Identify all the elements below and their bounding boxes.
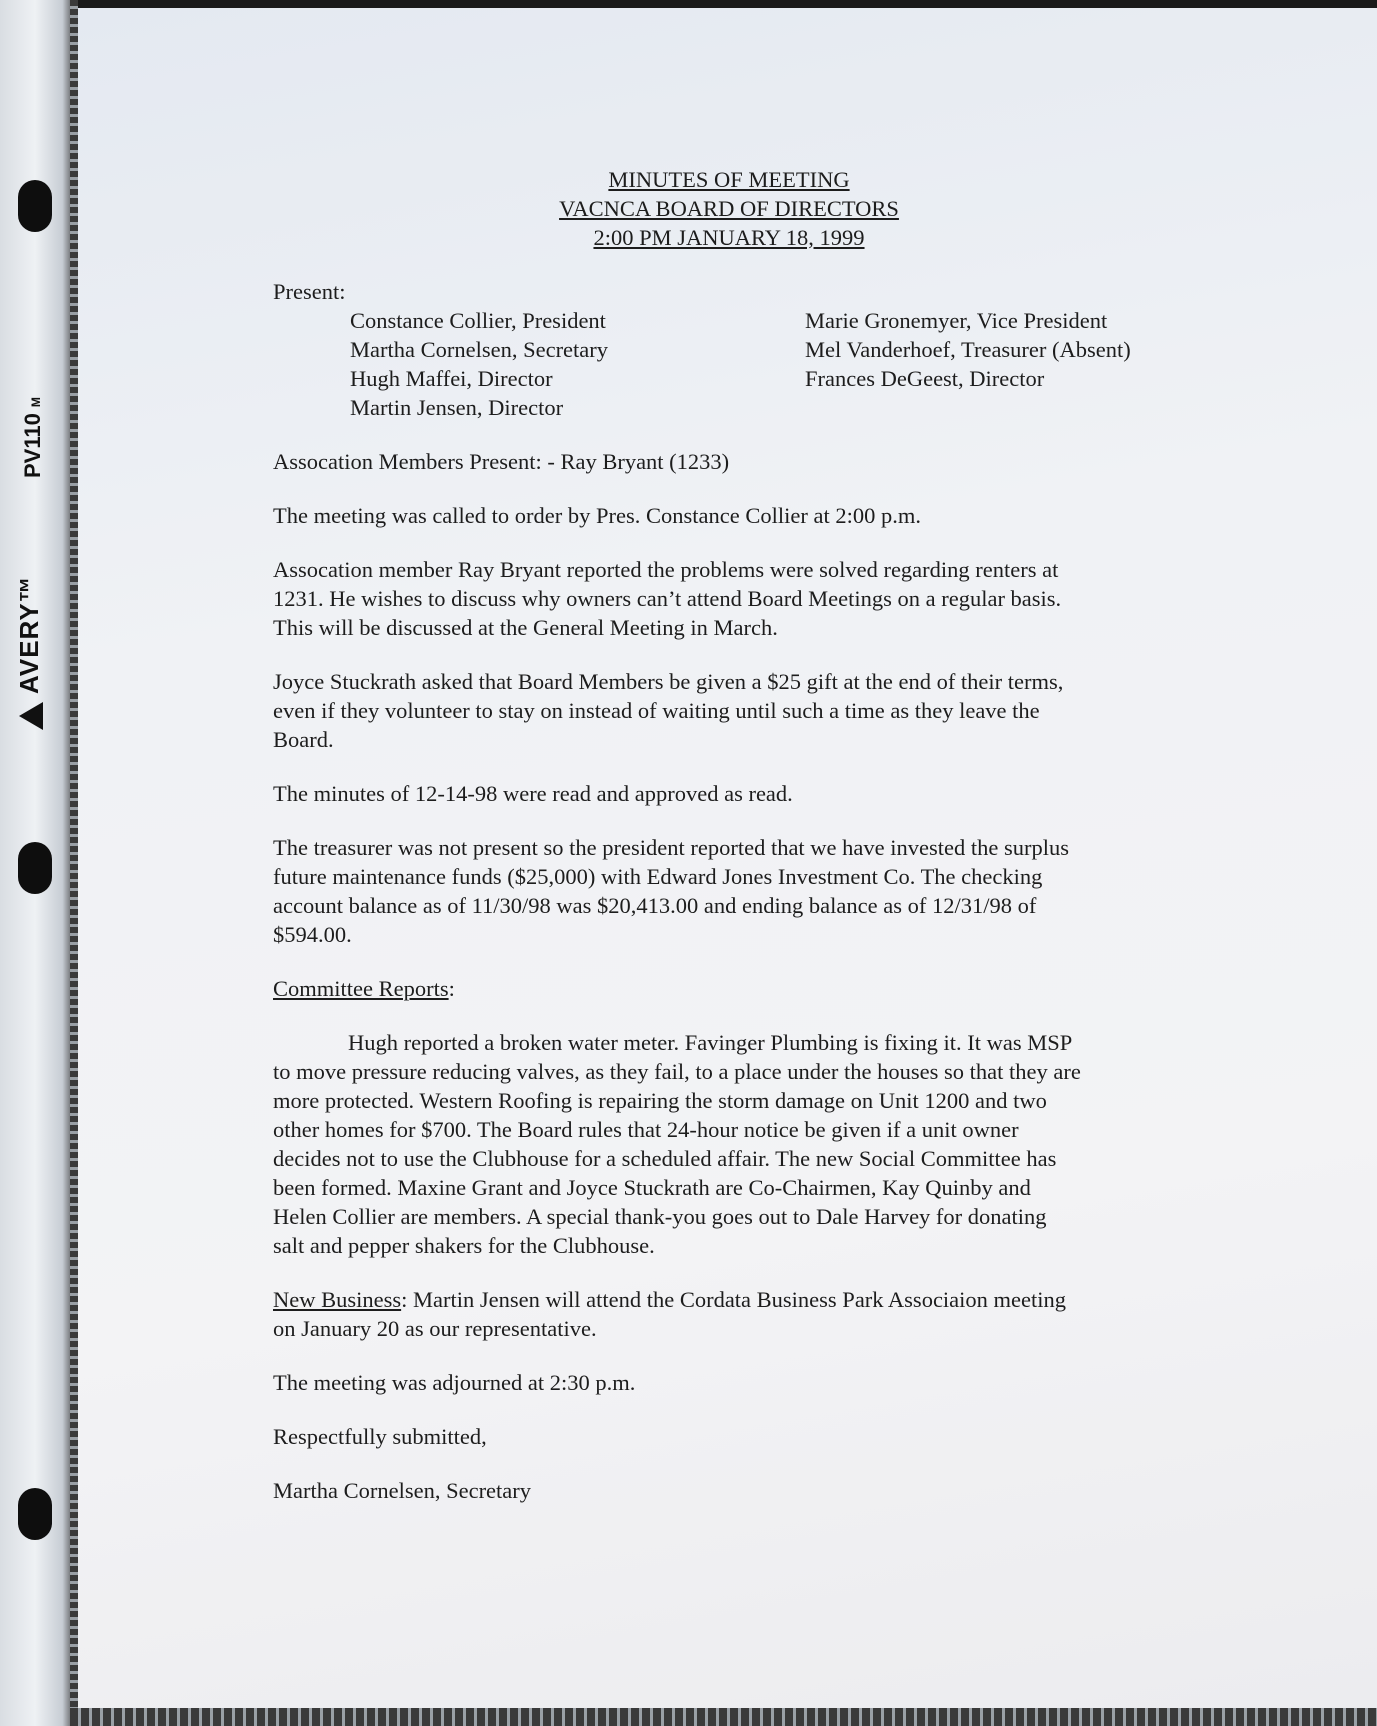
new-business-heading: New Business xyxy=(273,1287,402,1312)
paragraph-line: New Business: Martin Jensen will attend the Cordata Business Park Associaion meeting xyxy=(273,1287,1067,1312)
sheet-protector-binding-strip xyxy=(0,0,78,1726)
attendee: Marie Gronemyer, Vice President xyxy=(805,308,1108,333)
title-line: VACNCA BOARD OF DIRECTORS xyxy=(559,196,899,221)
title-line: 2:00 PM JANUARY 18, 1999 xyxy=(593,225,865,250)
call-to-order: The meeting was called to order by Pres. Constance Collier at 2:00 p.m. xyxy=(273,503,921,528)
attendee: Martin Jensen, Director xyxy=(350,395,564,420)
binder-hole xyxy=(18,180,52,232)
committee-heading-text: Committee Reports xyxy=(273,976,449,1001)
attendee: Constance Collier, President xyxy=(350,308,606,333)
attendee: Martha Cornelsen, Secretary xyxy=(350,337,609,362)
paragraph-line: to move pressure reducing valves, as they fail, to a place under the houses so that they are xyxy=(273,1059,1081,1084)
binder-hole xyxy=(18,1488,52,1540)
paragraph-line: account balance as of 11/30/98 was $20,413.00 and ending balance as of 12/31/98 of xyxy=(273,893,1037,918)
attendee-roster xyxy=(273,306,1203,422)
adjournment: The meeting was adjourned at 2:30 p.m. xyxy=(273,1370,636,1395)
paragraph-line: Hugh reported a broken water meter. Favinger Plumbing is fixing it. It was MSP xyxy=(348,1030,1073,1055)
treasurer-report-paragraph xyxy=(273,833,1203,949)
paragraph-line: Joyce Stuckrath asked that Board Members be given a $25 gift at the end of their terms, xyxy=(273,669,1064,694)
product-code-label: PV110M xyxy=(20,397,45,478)
present-label: Present: xyxy=(273,279,346,304)
paragraph-line: decides not to use the Clubhouse for a scheduled affair. The new Social Committee has xyxy=(273,1146,1057,1171)
avery-logo-icon xyxy=(19,702,43,730)
paragraph-line: on January 20 as our representative. xyxy=(273,1316,597,1341)
paragraph-line: other homes for $700. The Board rules that 24-hour notice be given if a unit owner xyxy=(273,1117,1019,1142)
closing: Respectfully submitted, xyxy=(273,1424,487,1449)
paragraph-line: future maintenance funds ($25,000) with Edward Jones Investment Co. The checking xyxy=(273,864,1043,889)
binding-edge xyxy=(70,0,78,1726)
paragraph-line: This will be discussed at the General Meeting in March. xyxy=(273,615,778,640)
signature: Martha Cornelsen, Secretary xyxy=(273,1478,532,1503)
members-present: Assocation Members Present: - Ray Bryant (1233) xyxy=(273,449,730,474)
paragraph-line: Assocation member Ray Bryant reported the problems were solved regarding renters at xyxy=(273,557,1059,582)
attendee-column-right xyxy=(805,306,1203,422)
attendee: Mel Vanderhoef, Treasurer (Absent) xyxy=(805,337,1131,362)
stuckrath-request-paragraph xyxy=(273,667,1203,754)
paragraph-line: Helen Collier are members. A special thank-you goes out to Dale Harvey for donating xyxy=(273,1204,1047,1229)
attendee: Hugh Maffei, Director xyxy=(350,366,553,391)
paragraph-line: $594.00. xyxy=(273,922,352,947)
sheet-protector-bottom-edge xyxy=(70,1708,1377,1726)
paragraph-line: more protected. Western Roofing is repairing the storm damage on Unit 1200 and two xyxy=(273,1088,1047,1113)
attendee-column-left xyxy=(273,306,805,422)
paragraph-line: 1231. He wishes to discuss why owners can’t attend Board Meetings on a regular basis. xyxy=(273,586,1062,611)
avery-brand-label: AVERY™ xyxy=(14,575,45,730)
committee-report-paragraph xyxy=(273,1028,1203,1260)
new-business-paragraph xyxy=(273,1285,1203,1343)
paragraph-line: been formed. Maxine Grant and Joyce Stuckrath are Co-Chairmen, Kay Quinby and xyxy=(273,1175,1031,1200)
meeting-minutes-document xyxy=(273,165,1203,1505)
binder-hole xyxy=(18,842,52,894)
minutes-approval: The minutes of 12-14-98 were read and approved as read. xyxy=(273,781,793,806)
paragraph-line: The treasurer was not present so the president reported that we have invested the surplus xyxy=(273,835,1069,860)
bryant-report-paragraph xyxy=(273,555,1203,642)
paragraph-line: Board. xyxy=(273,727,334,752)
document-title xyxy=(273,165,1185,252)
paragraph-line: even if they volunteer to stay on instead of waiting until such a time as they leave the xyxy=(273,698,1040,723)
attendee: Frances DeGeest, Director xyxy=(805,366,1045,391)
title-line: MINUTES OF MEETING xyxy=(608,167,850,192)
paragraph-line: salt and pepper shakers for the Clubhouse. xyxy=(273,1233,655,1258)
committee-reports-heading: Committee Reports: xyxy=(273,976,455,1001)
